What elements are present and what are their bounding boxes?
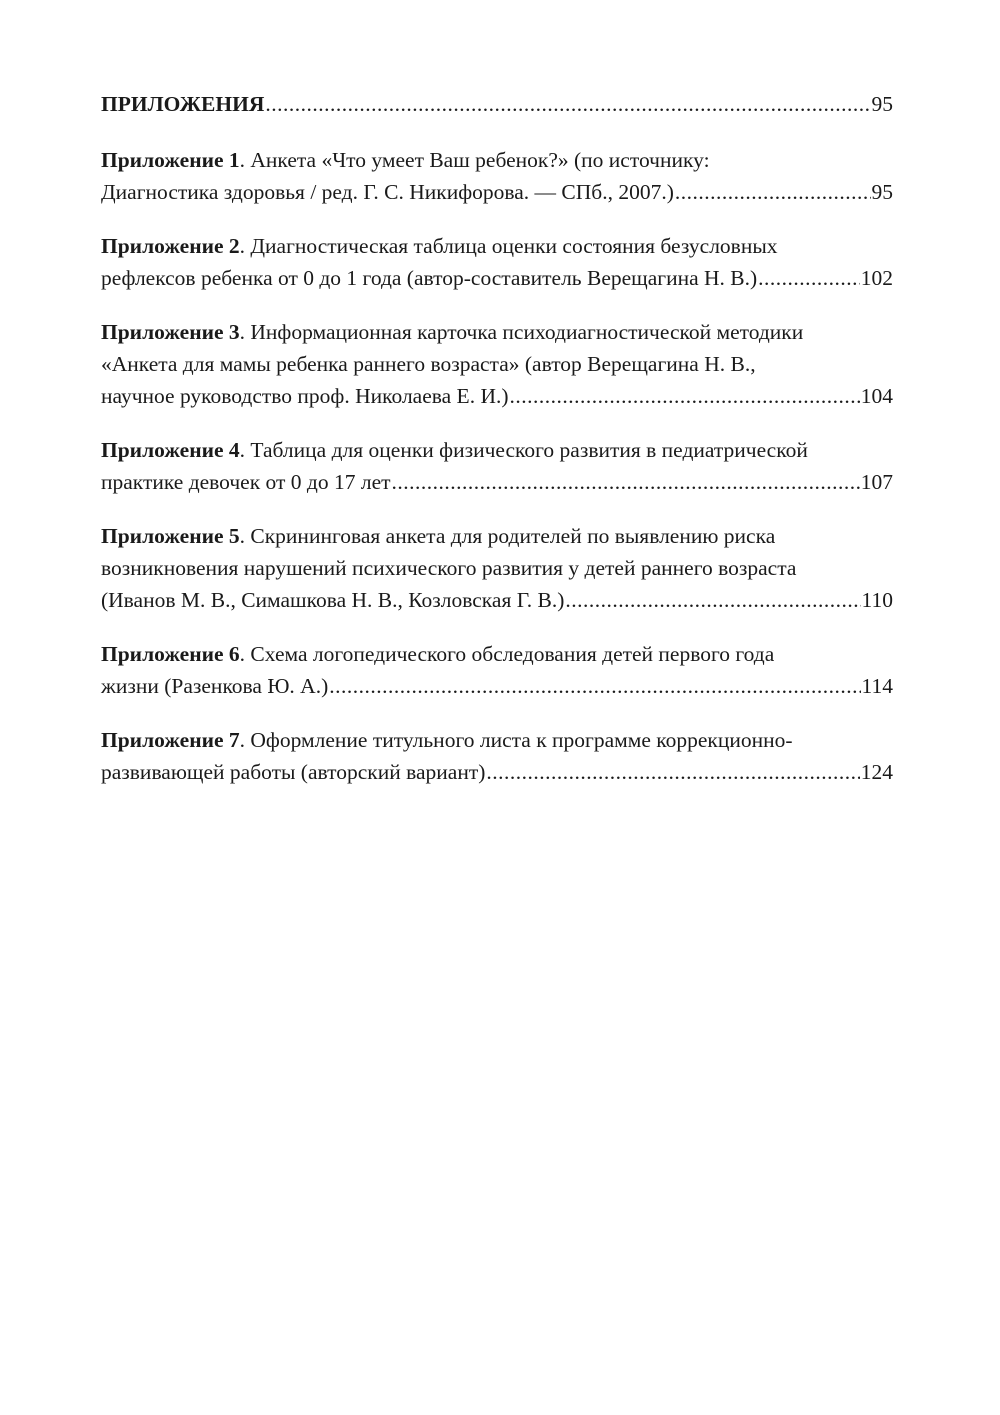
toc-entry-label: Приложение 7 <box>101 728 240 752</box>
toc-entry-line: возникновения нарушений психического развития у детей раннего возраста <box>101 556 797 580</box>
toc-entry-appendix-6[interactable] <box>101 638 893 702</box>
toc-entry-appendix-7[interactable] <box>101 724 893 788</box>
toc-entry-last-line <box>101 670 893 702</box>
toc-entry-appendix-2[interactable] <box>101 230 893 294</box>
toc-entry-line: Приложение 6. Схема логопедического обследования детей первого года <box>101 642 775 666</box>
toc-entry-text: Схема логопедического обследования детей первого года <box>250 642 775 666</box>
toc-entry-line: Приложение 3. Информационная карточка психодиагностической методики <box>101 320 804 344</box>
toc-entry-appendix-3[interactable] <box>101 316 893 412</box>
toc-entry-line: Приложение 5. Скрининговая анкета для родителей по выявлению риска <box>101 524 776 548</box>
dot-leader <box>758 262 860 294</box>
toc-entry-text: (Иванов М. В., Симашкова Н. В., Козловская Г. В.) <box>101 588 565 612</box>
toc-entry-text: Скрининговая анкета для родителей по выявлению риска <box>250 524 776 548</box>
toc-entry-line: Приложение 7. Оформление титульного листа к программе коррекционно- <box>101 728 793 752</box>
toc-page-number: 104 <box>860 384 893 408</box>
toc-entry-text: Анкета «Что умеет Ваш ребенок?» (по источнику: <box>250 148 710 172</box>
toc-entry-line: Приложение 1. Анкета «Что умеет Ваш ребенок?» (по источнику: <box>101 148 710 172</box>
toc-entry-text: Информационная карточка психодиагностической методики <box>250 320 804 344</box>
toc-page-number: 95 <box>871 180 893 204</box>
dot-leader <box>329 670 860 702</box>
toc-entry-appendix-1[interactable] <box>101 144 893 208</box>
toc-section-appendices[interactable] <box>101 88 893 120</box>
dot-leader <box>565 584 860 616</box>
table-of-contents <box>101 88 893 810</box>
toc-entry-label: Приложение 6 <box>101 642 240 666</box>
toc-page-number: 124 <box>860 760 893 784</box>
toc-entry-text: практике девочек от 0 до 17 лет <box>101 470 391 494</box>
toc-entry-last-line <box>101 466 893 498</box>
toc-entry-line: «Анкета для мамы ребенка раннего возраста» (автор Верещагина Н. В., <box>101 352 756 376</box>
toc-entry-text: Таблица для оценки физического развития в педиатрической <box>250 438 808 462</box>
toc-entry-last-line <box>101 584 893 616</box>
toc-entry-line: Приложение 4. Таблица для оценки физического развития в педиатрической <box>101 438 808 462</box>
toc-page-number: 107 <box>860 470 893 494</box>
toc-page-number: 95 <box>871 92 893 116</box>
toc-entry-appendix-4[interactable] <box>101 434 893 498</box>
toc-entry-text: развивающей работы (авторский вариант) <box>101 760 486 784</box>
dot-leader <box>265 88 870 120</box>
toc-page-number: 102 <box>860 266 893 290</box>
toc-entry-text: Оформление титульного листа к программе коррекционно- <box>250 728 793 752</box>
toc-entry-text: Диагностическая таблица оценки состояния безусловных <box>250 234 778 258</box>
toc-entry-text: рефлексов ребенка от 0 до 1 года (автор-составитель Верещагина Н. В.) <box>101 266 758 290</box>
toc-entry-label: Приложение 5 <box>101 524 240 548</box>
toc-entry-last-line <box>101 380 893 412</box>
toc-entry-text: Диагностика здоровья / ред. Г. С. Никифорова. — СПб., 2007.) <box>101 180 674 204</box>
toc-entry-label: Приложение 3 <box>101 320 240 344</box>
toc-entry-label: Приложение 1 <box>101 148 240 172</box>
dot-leader <box>675 176 871 208</box>
toc-entry-last-line <box>101 262 893 294</box>
toc-page-number: 114 <box>861 674 893 698</box>
toc-entry-last-line <box>101 176 893 208</box>
toc-entry-appendix-5[interactable] <box>101 520 893 616</box>
dot-leader <box>510 380 860 412</box>
toc-entry-label: Приложение 2 <box>101 234 240 258</box>
toc-entry-line: Приложение 2. Диагностическая таблица оценки состояния безусловных <box>101 234 778 258</box>
dot-leader <box>392 466 860 498</box>
toc-entry-text: научное руководство проф. Николаева Е. И.) <box>101 384 509 408</box>
toc-entry-last-line <box>101 756 893 788</box>
toc-entry-text: жизни (Разенкова Ю. А.) <box>101 674 329 698</box>
dot-leader <box>486 756 859 788</box>
toc-section-line <box>101 88 893 120</box>
toc-section-title: ПРИЛОЖЕНИЯ <box>101 92 265 116</box>
toc-entry-label: Приложение 4 <box>101 438 240 462</box>
toc-page-number: 110 <box>861 588 893 612</box>
